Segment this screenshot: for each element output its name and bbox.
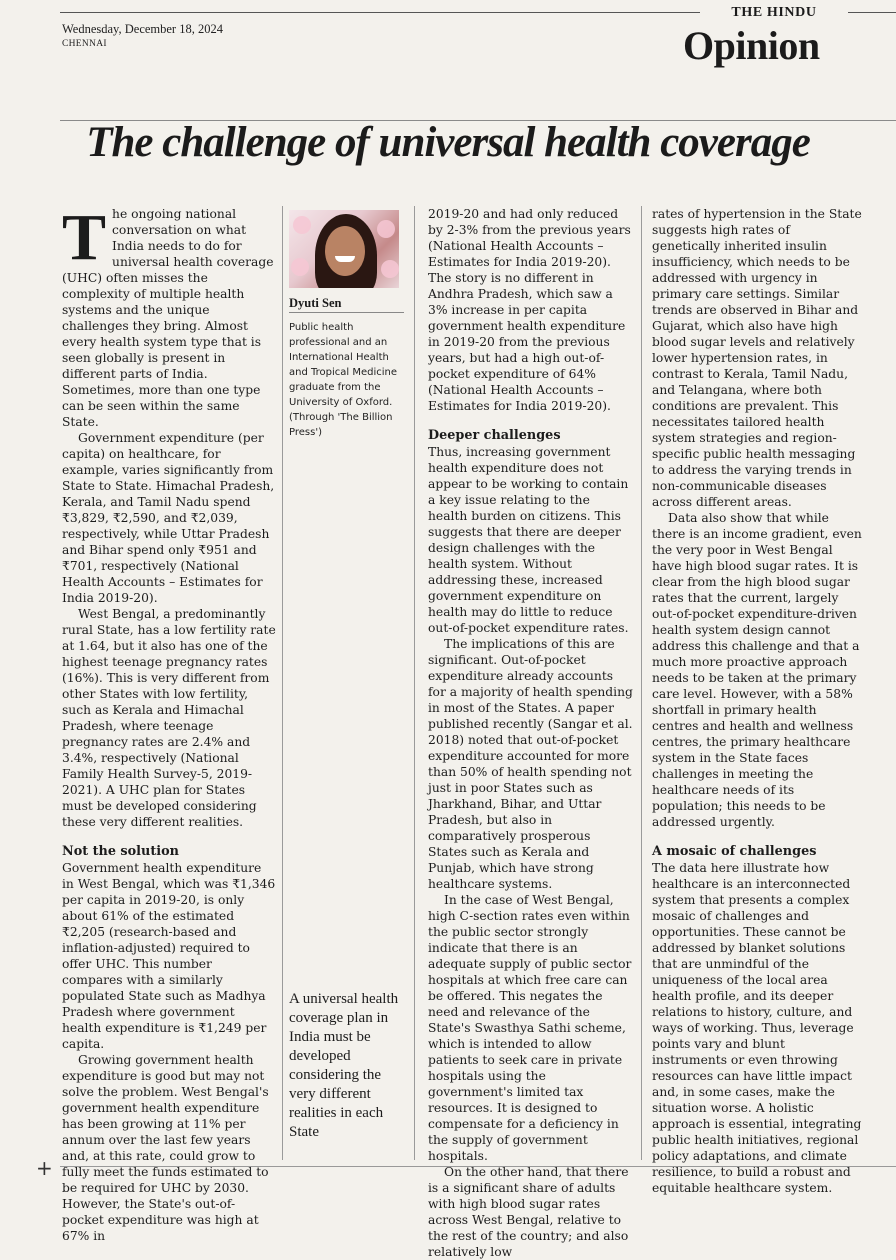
article-headline: The challenge of universal health coverage (86, 119, 810, 166)
edition-city: CHENNAI (62, 39, 107, 49)
section-title: Opinion (683, 23, 820, 68)
paragraph: The data here illustrate how healthcare is an interconnected system that presents a complex mosaic of challenges and opportunities. These cannot be addressed by blanket solutions that are unmindful of the uniqueness of the local area health profile, and its deeper relations to history, culture, and ways of working. Thus, leverage points vary and blunt instruments or even throwing resources can have little impact and, in some cases, make the situation worse. A holistic approach is essential, integrating public health initiatives, regional policy adaptations, and climate resilience, to build a robust and equitable healthcare system. (652, 861, 862, 1195)
paragraph: Data also show that while there is an income gradient, even the very poor in West Bengal have high blood sugar rates. It is clear from the high blood sugar rates that the current, largely out-of-pocket expenditure-driven health system design cannot address this challenge and that a much more proactive approach needs to be taken at the primary care level. However, with a 58% shortfall in primary health centres and health and wellness centres, the primary healthcare system in the State faces challenges in meeting the healthcare needs of its population; this needs to be addressed urgently. (652, 511, 862, 829)
newspaper-name: THE HINDU (700, 5, 848, 21)
paragraph: On the other hand, that there is a significant share of adults with high blood sugar rates across West Bengal, relative to the rest of the country; and also relatively low (428, 1165, 629, 1259)
author-rule (289, 312, 404, 313)
article-column-4 (652, 206, 862, 1196)
paragraph: The implications of this are significant. Out-of-pocket expenditure already accounts for a majority of health spending in most of the States. A paper published recently (Sangar et al. 2018) noted that out-of-pocket expenditure accounted for more than 50% of health spending not just in poor States such as Jharkhand, Bihar, and Uttar Pradesh, but also in comparatively prosperous States such as Kerala and Punjab, which have strong healthcare systems. (428, 637, 633, 891)
column-divider (414, 206, 415, 1160)
publication-date: Wednesday, December 18, 2024 (62, 22, 223, 36)
author-name: Dyuti Sen (289, 296, 342, 310)
paragraph: 2019-20 and had only reduced by 2-3% from the previous years (National Health Accounts – Estimates for India 2019-20). The story is no different in Andhra Pradesh, which saw a 3% increase in per capita government health expenditure in 2019-20 from the previous years, but had a high out-of-pocket expenditure of 64% (National Health Accounts – Estimates for India 2019-20). (428, 207, 631, 413)
paragraph: he ongoing national conversation on what India needs to do for universal health coverage (UHC) often misses the complexity of multiple health systems and the unique challenges they bring. Almost every health system type that is seen globally is present in different parts of India. Sometimes, more than one type can be seen within the same State. (62, 207, 274, 429)
paragraph: Growing government health expenditure is good but may not solve the problem. West Bengal's government health expenditure has been growing at 11% per annum over the last few years and, at this rate, could grow to fully meet the funds estimated to be required for UHC by 2030. However, the State's out-of-pocket expenditure was high at 67% in (62, 1053, 269, 1243)
paragraph: In the case of West Bengal, high C-section rates even within the public sector strongly indicate that there is an adequate supply of public sector hospitals at which free care can be offered. This negates the need and relevance of the State's Swasthya Sathi scheme, which is intended to allow patients to seek care in private hospitals using the government's limited tax resources. It is designed to compensate for a deficiency in the supply of government hospitals. (428, 893, 632, 1163)
column-divider (282, 206, 283, 1160)
paragraph: rates of hypertension in the State suggests high rates of genetically inherited insulin insufficiency, which needs to be addressed with urgency in primary care settings. Similar trends are observed in Bihar and Gujarat, which also have high blood sugar levels and relatively lower hypertension rates, in contrast to Kerala, Tamil Nadu, and Telangana, where both conditions are prevalent. This necessitates tailored health system strategies and region-specific public health messaging to address the varying trends in non-communicable diseases across different areas. (652, 207, 862, 509)
subheading-mosaic-of-challenges: A mosaic of challenges (652, 844, 817, 859)
article-column-1 (62, 201, 276, 1244)
paragraph: Thus, increasing government health expenditure does not appear to be working to contain a key issue relating to the health burden on citizens. This suggests that there are deeper design challenges with the health system. Without addressing these, increased government expenditure on health may do little to reduce out-of-pocket expenditure rates. (428, 445, 629, 635)
author-photo (289, 210, 399, 288)
bottom-rule (60, 1166, 896, 1167)
paragraph: Government expenditure (per capita) on healthcare, for example, varies significantly from State to State. Himachal Pradesh, Kerala, and Tamil Nadu spend ₹3,829, ₹2,590, and ₹2,039, respectively, while Uttar Pradesh and Bihar spend only ₹951 and ₹701, respectively (National Health Accounts – Estimates for India 2019-20). (62, 431, 275, 605)
column-divider (641, 206, 642, 1160)
paragraph: Government health expenditure in West Bengal, which was ₹1,346 per capita in 2019-20, is only about 61% of the estimated ₹2,205 (research-based and inflation-adjusted) required to offer UHC. This number compares with a similarly populated State such as Madhya Pradesh where government health expenditure is ₹1,249 per capita. (62, 861, 276, 1051)
crosshair-mark: + (36, 1156, 53, 1180)
pull-quote: A universal health coverage plan in India must be developed considering the very different realities in each State (289, 991, 399, 1140)
drop-cap: T (62, 201, 107, 274)
author-bio: Public health professional and an International Health and Tropical Medicine graduate from the University of Oxford. (Through 'The Billion Press') (289, 322, 398, 438)
subheading-not-the-solution: Not the solution (62, 844, 179, 859)
article-column-3 (428, 206, 633, 1260)
subheading-deeper-challenges: Deeper challenges (428, 428, 561, 443)
paragraph: West Bengal, a predominantly rural State, has a low fertility rate at 1.64, but it also has one of the highest teenage pregnancy rates (16%). This is very different from other States with low fertility, such as Kerala and Himachal Pradesh, where teenage pregnancy rates are 2.4% and 3.4%, respectively (National Family Health Survey-5, 2019-2021). A UHC plan for States must be developed considering these very different realities. (62, 607, 276, 829)
